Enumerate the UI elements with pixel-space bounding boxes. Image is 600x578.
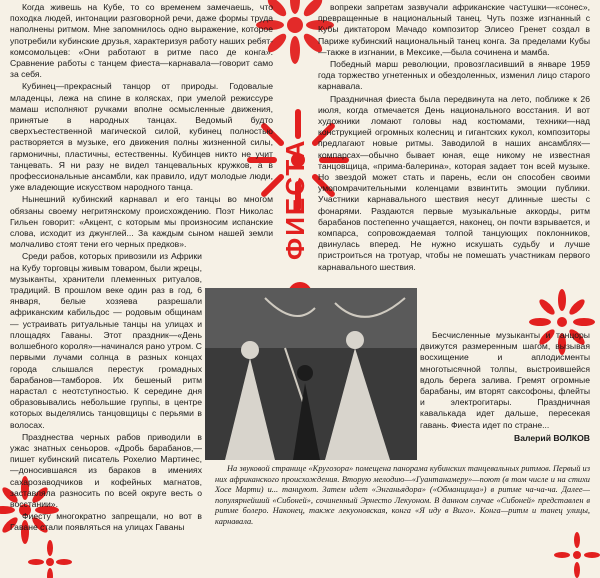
paragraph: Праздничная фиеста была передвинута на лето, поближе к 26 июля, когда отмечается День национального восстания. И вот художники ломают головы над костюмами, техники—над конструкцией огромных колесниц и гигантских кукол, композиторы предлагают новые ритмы. Заводилой в наших ансамблях—компарсах—обычно бывает юная, еще никому не известная танцовщица, «прима-балерина», которая задает тон всей музыке. Но звездой может стать и парень, если он способен своими умопомрачительными коленцами взвинтить эмоции публики. Участники карнавального шествия несут длинные шесты с фонарями. Раздаются первые музыкальные аккорды, ритм барабанов постепенно учащается, наконец, он почти взрывается, и компарса, сопровождаемая толпой танцующих поклонников, двинулась вперед. Не нужно искушать судьбу и лучше пристроиться на тротуар, чтобы не помешать участникам первого карнавального шествия. (318, 93, 590, 272)
paragraph: Празднества черных рабов приводили в ужас знатных сеньоров. «Дробь барабанов,—пишет кубинский писатель Рохелио Мартинес,—доносившаяся из бараков в имениях сахарозаводчиков и кофейных магнатов, заставляла разносить по всей округе весть о восстании». (10, 431, 202, 509)
flower-ornament-bottom-right (552, 530, 600, 578)
paragraph: Когда живешь на Кубе, то со временем замечаешь, что походка людей, интонации разговорной речи, даже формы труда наполнены ритмом. Мне запомнилось одно выражение, которое употребили кубинские друзья, характеризуя работу наших ребят-комсомольцев: «Они работают в ритме пасо де конга». Сравнение работы с танцем фиеста—карнавала—говорит само за себя. (10, 2, 273, 80)
note-text: На звуковой странице «Кругозора» помещена панорама кубинских танцевальных ритмов. Первый из них африканского происхождения. Вторую мелодию—«Гуантанамеру»—поют (в том числе и на стихи Хосе Марти) и... танцуют. Затем идет «Энганьядора» («Обманщица») в ритме ча-ча-ча. Далее—популярнейший «Сибоней», сочиненный Эрнесто Лекуоном. В данном случае «Сибоней» представлен в ритме болеро. Наконец, также лекуоновская, конга «Я иду в Виго». Конга—ритм и танец улицы, карнавала. (215, 464, 590, 526)
vertical-title (276, 120, 316, 270)
paragraph: Среди рабов, которых привозили из Африки на Кубу торговцы живым товаром, были жрецы, музыканты, хранители племенных ритуалов, традиций. В прошлом веке один раз в год, 6 января, белые хозяева разрешали африканским кабильдос — родовым общинам — устраивать ритуальные танцы на улицах и площадях Гаваны. Этот праздник—«День волшебного короля»—начинался рано утром. С первыми лучами солнца в разных концах города слышался перестук громадных барабанов—тамборов. Их бешеный ритм нарастал с неотступностью. К середине дня образовывались небольшие группы, в центре которых выделялись танцовщицы с перьями в волосах. (10, 251, 202, 430)
author-signature: Валерий ВОЛКОВ (514, 432, 590, 443)
carnival-photo (205, 288, 417, 460)
paragraph: Бесчисленные музыканты и танцоры движутся размеренным шагом, вызывая восхищение и аплодисменты многотысячной толпы, выстроившейся вдоль берега залива. Гремят огромные барабаны, им вторят саксофоны, флейты и электрогитары. Праздничная кавалькада идет дальше, пересекая гавань. Фиеста идет по стране... (420, 330, 590, 430)
audio-page-note (215, 464, 590, 528)
title-text: ФИЕСТА (280, 138, 310, 260)
dancers-image (205, 288, 417, 460)
right-column (318, 2, 590, 274)
paragraph: Кубинец—прекрасный танцор от природы. Годовалые младенцы, лежа на спине в колясках, при умелой режиссуре мамаш исполняют ручками вполне осмысленные движения, принятые в народных танцах. Ведомый будто сверхъестественной магической силой, кубинец полностью растворяется в музыке, его движения полны жизненной силы, гармоничны, пластичны, естественны. Кубинцев никто не учит танцевать. Я ни разу не видел танцевальных кружков, а в профессиональные ансамбли, как правило, идут молодые люди, уже владеющие искусством народного танца. (10, 81, 273, 193)
lower-right-column (420, 330, 590, 444)
paragraph: вопреки запретам зазвучали африканские частушки—«сонес», превращенные в национальный танец. Чуть позже изгнанный с Кубы диктатором Мачадо композитор Элисео Гренет создал в Париже кубинский национальный танец конга. За пределами Кубы—также в изгнании, в Мексике,—была сочинена и мамба. (318, 2, 590, 57)
paragraph: Фиесту многократно запрещали, но вот в Гаване стали появляться на улицах Гаваны (10, 511, 202, 533)
paragraph: Нынешний кубинский карнавал и его танцы во многом обязаны своему негритянскому происхождению. Поэт Николас Гильен говорит: «Акцент, с которым мы произносим испанские слова, исходит из джунглей... За каждым сыном нашей земли молчаливо стоят тени его черных предков». (10, 194, 273, 250)
paragraph: Победный марш революции, провозгласивший в январе 1959 года торжество угнетенных и обездоленных, изменил лицо старого карнавала. (318, 59, 590, 92)
